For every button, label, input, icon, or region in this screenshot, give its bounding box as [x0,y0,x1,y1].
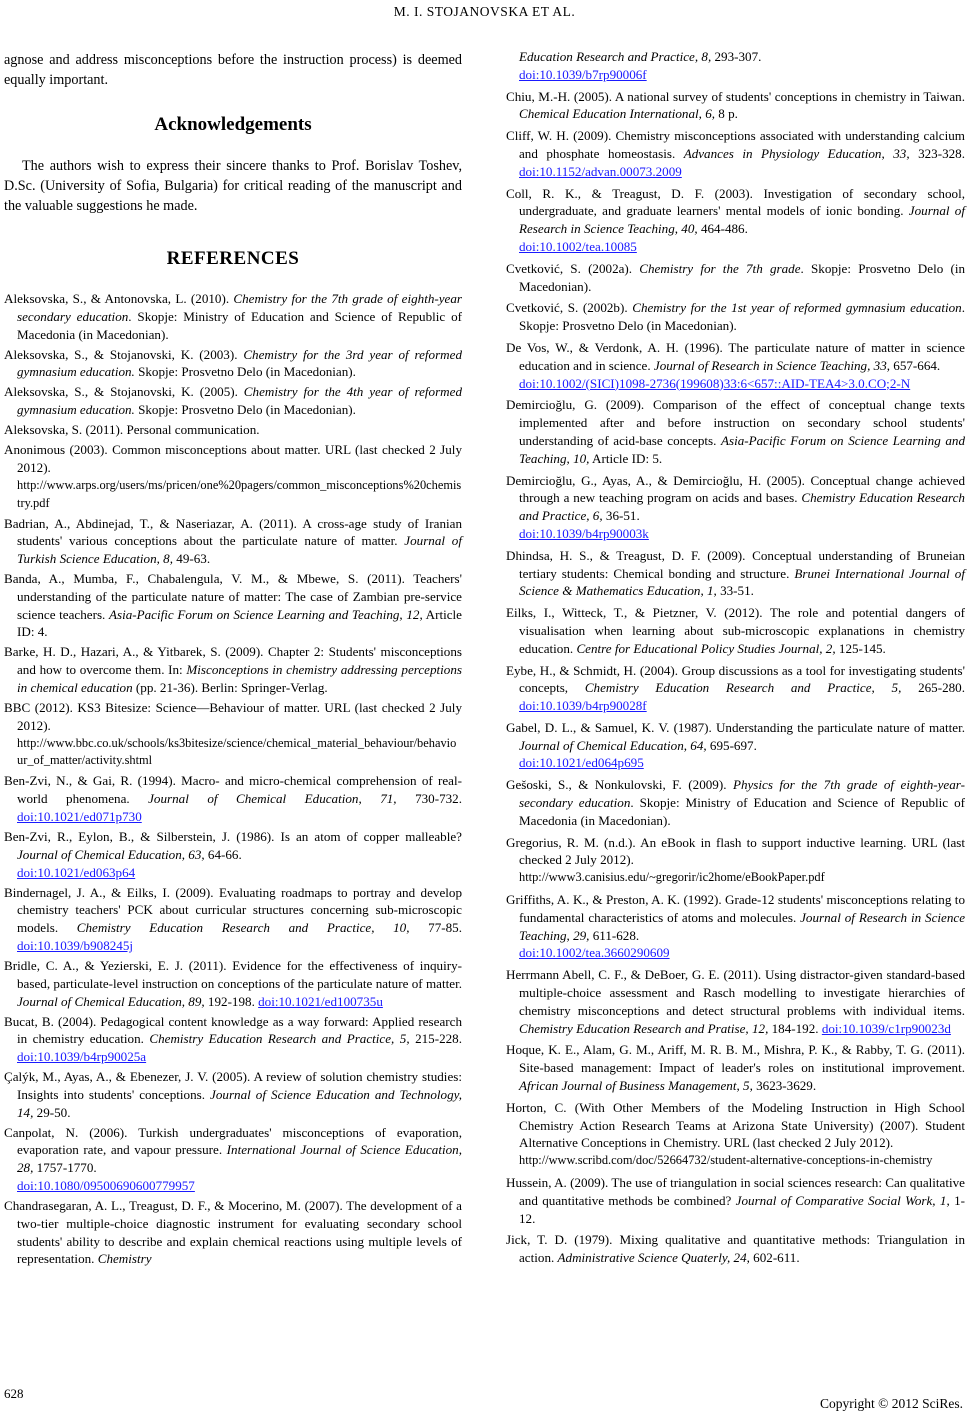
reference-item [506,396,965,467]
reference-text: Ben-Zvi, N., & Gai, R. (1994). Macro- and micro-chemical comprehension of real-world phenomena. [4,773,462,807]
reference-text: BBC (2012). KS3 Bitesize: Science—Behaviour of matter. URL (last checked 2 July 2012). [4,700,462,733]
reference-source: Chemistry Education Research and Practice, 5, [584,680,902,696]
reference-details: 184-192. [768,1020,822,1036]
reference-details: 36-51. [602,508,640,524]
reference-item [4,643,462,696]
reference-text: Ben-Zvi, R., Eylon, B., & Silberstein, J. (1986). Is an atom of copper malleable? [4,828,462,844]
reference-item [506,776,965,829]
reference-source: International Journal of Science Education, 28, [17,1142,462,1176]
reference-details: . Skopje: Prosvetno Delo (in Macedonian). [519,260,966,294]
reference-source: Journal of Research in Science Teaching, 29, [519,909,965,943]
reference-text: Hoque, K. E., Alam, G. M., Ariff, M. R. B. M., Mishra, P. K., & Rabby, T. G. (2011). Site-based management: Impact of leader's roles on institutional improvement. [506,1042,965,1076]
reference-doi-link[interactable]: doi:10.1152/advan.00073.2009 [519,163,682,179]
reference-doi-link[interactable]: doi:10.1021/ed064p695 [519,755,644,771]
reference-source: Physics for the 7th grade of eighth-year-secondary education [519,777,965,811]
reference-item [4,515,462,568]
reference-item [506,339,965,392]
reference-details: 611-628. [589,927,640,943]
reference-item [4,346,462,382]
reference-text: De Vos, W., & Verdonk, A. H. (1996). The particulate nature of matter in science education and in science. [506,339,965,373]
page-number: 628 [4,1386,24,1401]
reference-text: Anonimous (2003). Common misconceptions about matter. URL (last checked 2 July 2012). [4,442,462,475]
reference-item [4,441,462,512]
reference-text: Gešoski, S., & Nonkulovski, F. (2009). [506,777,733,793]
reference-text: Gabel, D. L., & Samuel, K. V. (1987). Understanding the particulate nature of matter. [506,719,965,735]
reference-text: Çalýk, M., Ayas, A., & Ebenezer, J. V. (2005). A review of solution chemistry studies: Insights into students' conceptions. [4,1069,462,1102]
reference-source: Asia-Pacific Forum on Science Learning and Teaching, 12, [108,606,423,622]
reference-item [4,383,462,419]
reference-text: Demircioğlu, G., Ayas, A., & Demircioğlu, H. (2005). Conceptual change achieved through a new teaching program on acids and bases. [506,472,965,506]
reference-details: Article ID: 4. [17,606,462,640]
reference-source: Chemistry for the 7th grade [639,260,801,276]
reference-details: . Skopje: Ministry of Education and Science of Republic of Macedonia (in Macedonian). [17,308,462,342]
reference-doi-link[interactable]: doi:10.1002/tea.10085 [519,238,637,254]
reference-text: Aleksovska, S., & Stojanovski, K. (2003). [4,346,244,362]
reference-item [506,547,965,600]
reference-source: Chemistry [97,1251,152,1267]
acknowledgements-heading: Acknowledgements [154,114,312,135]
reference-details: 464-486. [697,221,748,237]
reference-details: 265-280. [901,680,965,696]
reference-text: Coll, R. K., & Treagust, D. F. (2003). Investigation of secondary school, undergraduate, and graduate learners' mental models of ionic bonding. [506,185,965,219]
reference-continuation-pages: 293-307. [711,49,762,64]
reference-text: Barke, H. D., Hazari, A., & Yitbarek, S. (2009). Chapter 2: Students' misconceptions and how to overcome them. In: [4,644,462,678]
reference-source: Chemical Education International, 6, [519,106,716,122]
reference-details: . Skopje: Prosvetno Delo (in Macedonian). [519,300,965,334]
reference-details: 33-51. [716,583,754,599]
reference-doi-link[interactable]: doi:10.1039/c1rp90023d [821,1020,951,1036]
reference-url[interactable]: http://www.scribd.com/doc/52664732/student-alternative-conceptions-in-chemistry [519,1153,933,1168]
reference-details: 64-66. [204,846,242,862]
reference-text: Badrian, A., Abdinejad, T., & Naseriazar, A. (2011). A cross-age study of Iranian students' various conceptions about the particulate nature of matter. [4,515,462,549]
reference-doi-link[interactable]: doi:10.1021/ed100735u [258,993,383,1009]
reference-text: Eybe, H., & Schmidt, H. (2004). Group discussions as a tool for investigating students' concepts, [506,662,965,696]
reference-text: Griffiths, A. K., & Preston, A. K. (1992). Grade-12 students' misconceptions relating to fundamental characteristics of atoms and molecules. [506,892,965,925]
reference-source: Journal of Research in Science Teaching, 33, [653,357,891,373]
reference-item [506,1231,965,1267]
reference-source: Chemistry Education Research and Pratise, 12, [519,1020,769,1036]
reference-text: Aleksovska, S., & Antonovska, L. (2010). [4,291,234,306]
reference-source: Journal of Chemical Education, 63, [17,846,205,862]
reference-text: Demircioğlu, G. (2009). Comparison of the effect of conceptual change texts implemented after and before instruction on secondary school students' understanding of acid-base concepts. [506,397,965,448]
reference-source: Advances in Physiology Education, 33, [683,145,910,161]
reference-text: Bucat, B. (2004). Pedagogical content knowledge as a way forward: Applied research in chemistry education. [4,1013,462,1047]
reference-text: Gregorius, R. M. (n.d.). An eBook in flash to support inductive learning. URL (last checked 2 July 2012). [506,834,965,868]
reference-details: 192-198. [204,993,259,1009]
reference-doi-link[interactable]: doi:10.1039/b908245j [17,937,134,953]
reference-source: Chemistry Education Research and Practice, 5, [149,1031,410,1047]
reference-url[interactable]: http://www3.canisius.edu/~gregorir/ic2home/eBookPaper.pdf [519,870,825,885]
reference-doi-link[interactable]: doi:10.1039/b4rp90025a [17,1049,147,1065]
reference-details: 602-611. [749,1250,800,1266]
reference-item [506,834,965,887]
reference-text: Bindernagel, J. A., & Eilks, I. (2009). Evaluating roadmaps to portray and develop chemistry teachers' PCK about curricular structures concerning sub-microscopic models. [4,884,462,936]
reference-item [4,1197,462,1268]
reference-continuation-journal: Education Research and Practice, 8, [519,49,712,64]
right-column [506,48,965,1271]
reference-source: Journal of Comparative Social Work, 1, [735,1192,950,1208]
reference-source: Journal of Chemical Education, 71, [148,791,397,807]
reference-source: Misconceptions in chemistry addressing perceptions in chemical education [17,662,462,696]
reference-item [4,1068,462,1121]
reference-source: Journal of Chemical Education, 89, [17,993,205,1009]
reference-details: 323-328. [909,145,965,161]
reference-item [4,421,462,439]
reference-doi-link[interactable]: doi:10.1080/09500690600779957 [17,1178,195,1194]
references-list-right [506,48,965,84]
reference-text: Aleksovska, S., & Stojanovski, K. (2005). [4,384,244,400]
reference-source: Chemistry for the 7th grade of eighth-year secondary education [17,291,462,324]
running-head: M. I. STOJANOVSKA ET AL. [393,4,576,19]
reference-text: Dhindsa, H. S., & Treagust, D. F. (2009). Conceptual understanding of Bruneian tertiary students: Chemical bonding and structure. [506,547,965,581]
reference-text: Aleksovska, S. (2011). Personal communication. [4,422,260,438]
reference-details: 49-63. [173,551,211,567]
reference-item [506,472,965,543]
reference-text: Horton, C. (With Other Members of the Modeling Instruction in High School Chemistry Action Research Teams at Arizona State University) (2007). Student Alternative Conceptions in Chemistry. URL (last checked 2 July 2012). [506,1099,965,1151]
reference-details: 657-664. [890,357,941,373]
reference-item [506,299,965,335]
reference-details: 215-228. [409,1031,462,1047]
intro-paragraph: agnose and address misconceptions before the instruction process) is deemed equally important. [4,52,462,88]
reference-details: 695-697. [706,737,757,753]
reference-details: 125-145. [835,640,886,656]
reference-item [4,1124,462,1195]
reference-details: 1-12. [519,1192,965,1226]
reference-doi-link[interactable]: doi:10.1021/ed071p730 [17,809,142,824]
reference-continuation [506,48,965,84]
reference-source: Asia-Pacific Forum on Science Learning and Teaching, 10, [519,432,965,466]
reference-text: Chiu, M.-H. (2005). A national survey of students' conceptions in chemistry in Taiwan. [506,88,965,104]
reference-details: 730-732. [396,791,462,807]
reference-source: Brunei International Journal of Science & Mathematics Education, 1, [519,565,965,599]
copyright-notice: Copyright © 2012 SciRes. [819,1396,963,1411]
reference-details: 77-85. [409,920,462,936]
reference-doi-link[interactable]: doi:10.1039/b4rp90028f [519,698,647,714]
reference-text: Jick, T. D. (1979). Mixing qualitative and quantitative methods: Triangulation in action. [506,1232,965,1266]
acknowledgements-paragraph: The authors wish to express their sincere thanks to Prof. Borislav Toshev, D.Sc. (University of Sofia, Bulgaria) for critical reading of the manuscript and the valuable suggestions he made. [4,158,462,214]
reference-item [506,1174,965,1227]
reference-doi-link[interactable]: doi:10.1039/b4rp90003k [519,525,649,541]
reference-continuation-doi-link[interactable]: doi:10.1039/b7rp90006f [519,66,647,82]
reference-item [506,260,965,296]
reference-source: Chemistry for the 1st year of reformed gymnasium education [632,300,962,316]
references-heading: REFERENCES [166,248,300,269]
reference-source: Journal of Chemical Education, 64, [519,737,707,753]
reference-item [506,604,965,657]
reference-source: Journal of Science Education and Technology, 14, [17,1086,462,1120]
reference-source: Chemistry Education Research and Practice, 6, [519,490,965,524]
reference-details: Skopje: Prosvetno Delo (in Macedonian). [134,364,356,380]
references-list-right-main [506,88,965,1267]
reference-text: Cvetković, S. (2002b). [506,300,633,316]
reference-item [506,1041,965,1094]
reference-item [506,662,965,715]
reference-item [506,891,965,962]
reference-text: Hussein, A. (2009). The use of triangulation in social sciences research: Can qualitative and quantitative methods be combined? [506,1175,965,1208]
reference-source: Chemistry for the 4th year of reformed gymnasium education. [17,384,462,418]
reference-source: Journal of Research in Science Teaching, 40, [519,203,965,237]
reference-details: 1757-1770. [33,1160,97,1176]
reference-details: Article ID: 5. [589,450,663,466]
reference-text: Bridle, C. A., & Yezierski, E. J. (2011). Evidence for the effectiveness of inquiry-based, particulate-level instruction on conceptions of the particulate nature of matter. [4,957,462,991]
reference-text: Cvetković, S. (2002a). [506,260,640,276]
reference-text: Herrmann Abell, C. F., & DeBoer, G. E. (2011). Using distractor-given standard-based multiple-choice assessment and Rasch modelling to investigate hierarchies of chemistry misconceptions and detect structural problems with individual items. [506,967,965,1018]
reference-text: Eilks, I., Witteck, T., & Pietzner, V. (2012). The role and potential dangers of visualisation when learning about sub-microscopic explanations in chemistry education. [506,605,965,656]
reference-source: Administrative Science Quaterly, 24, [557,1250,750,1266]
reference-source: Chemistry for the 3rd year of reformed gymnasium education. [17,346,462,380]
reference-details: 3623-3629. [752,1078,817,1094]
reference-doi-link[interactable]: doi:10.1021/ed063p64 [17,864,136,880]
reference-source: African Journal of Business Management, 5, [519,1078,753,1094]
reference-item [506,1099,965,1170]
reference-item [4,884,462,955]
reference-details: Skopje: Prosvetno Delo (in Macedonian). [134,402,356,418]
reference-item [506,966,965,1037]
reference-details: (pp. 21-36). Berlin: Springer-Verlag. [132,680,328,696]
reference-url[interactable]: http://www.bbc.co.uk/schools/ks3bitesize/science/chemical_material_behaviour/behaviour_of_matter/activity.shtml [17,735,457,768]
reference-details: 29-50. [33,1104,71,1120]
reference-item [506,185,965,256]
reference-doi-link[interactable]: doi:10.1002/tea.3660290609 [519,945,670,961]
references-list-left [4,290,462,1268]
reference-details: . Skopje: Ministry of Education and Science of Republic of Macedonia (in Macedonian). [519,795,965,828]
reference-item [4,828,462,881]
reference-item [4,699,462,770]
reference-item [506,88,965,124]
reference-item [4,1013,462,1066]
reference-details: 8 p. [715,106,738,122]
reference-text: Canpolat, N. (2006). Turkish undergraduates' misconceptions of evaporation, evaporation rate, and vapour pressure. [4,1124,462,1158]
reference-source: Chemistry Education Research and Practice, 10, [76,920,410,936]
reference-item [506,127,965,180]
reference-text: Cliff, W. H. (2009). Chemistry misconceptions associated with understanding calcium and phosphate homeostasis. [506,128,965,161]
reference-url[interactable]: http://www.arps.org/users/ms/pricen/one%20pagers/common_misconceptions%20chemistry.pdf [17,477,462,510]
reference-source: Centre for Educational Policy Studies Journal, 2, [576,640,836,656]
reference-item [4,772,462,825]
reference-item [506,719,965,772]
reference-text: Chandrasegaran, A. L., Treagust, D. F., & Mocerino, M. (2007). The development of a two-tier multiple-choice diagnostic instrument for evaluating secondary school students' ability to describe and explain chemical reactions using multiple levels of representation. [4,1198,462,1267]
reference-text: Banda, A., Mumba, F., Chabalengula, V. M., & Mbewe, S. (2011). Teachers' understanding of the particulate nature of matter: The case of Zambian pre-service science teachers. [4,571,462,622]
reference-source: Journal of Turkish Science Education, 8, [17,533,462,567]
reference-item [4,570,462,641]
left-column [4,50,462,1270]
reference-item [4,290,462,343]
reference-doi-link[interactable]: doi:10.1002/(SICI)1098-2736(199608)33:6<657::AID-TEA4>3.0.CO;2-N [519,375,911,391]
reference-item [4,957,462,1010]
